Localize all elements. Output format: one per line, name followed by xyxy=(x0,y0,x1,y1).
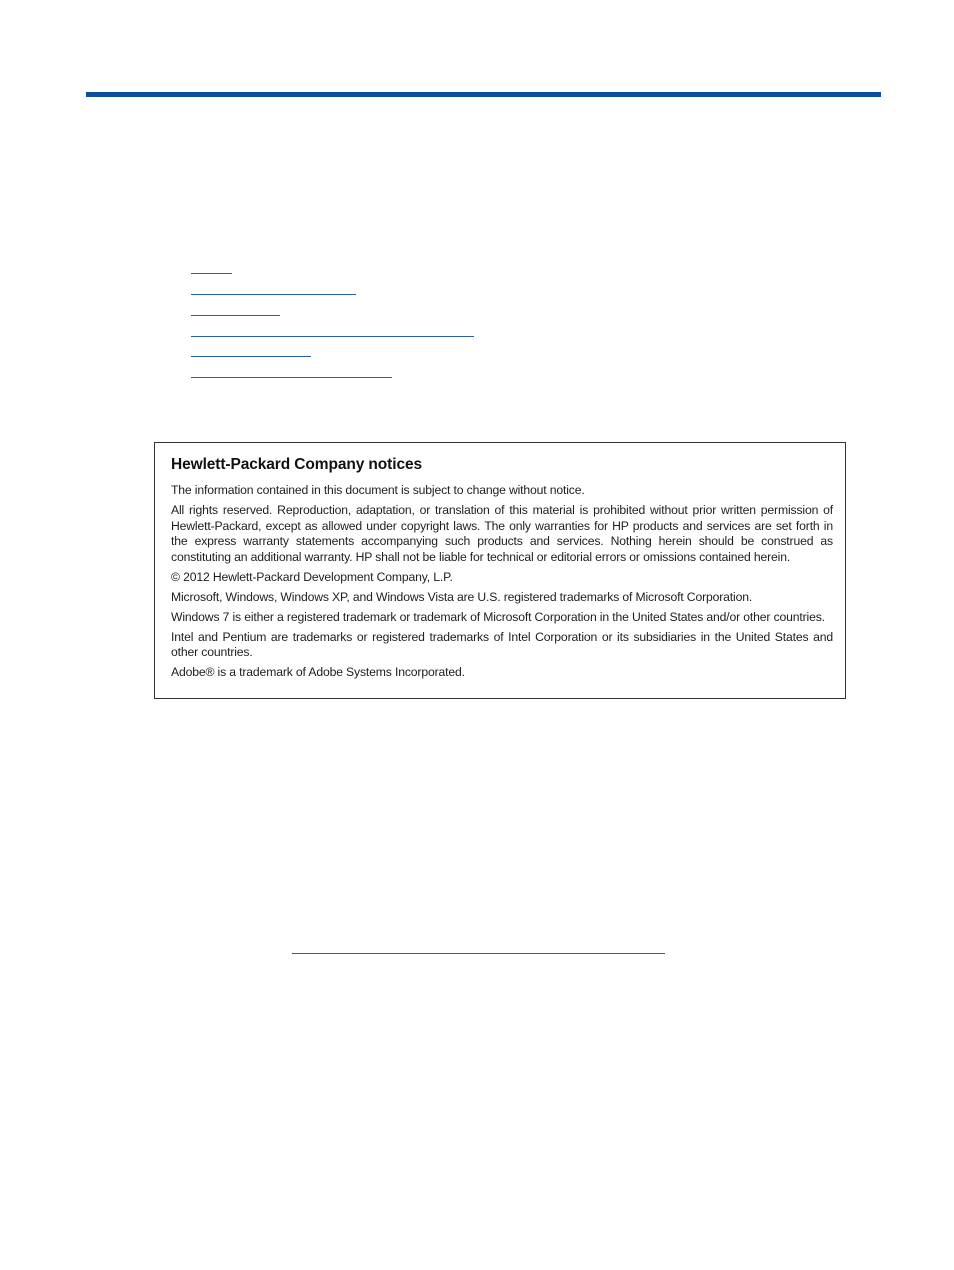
bottom-link[interactable] xyxy=(292,953,665,954)
notice-paragraph-change: The information contained in this document is subject to change without notice. xyxy=(171,483,585,497)
toc-link-1[interactable] xyxy=(191,273,232,274)
notice-paragraph-rights: All rights reserved. Reproduction, adaptation, or translation of this material is prohibited without prior written permission of Hewlett-Packard, except as allowed under copyright laws. The only warranties for HP products and services are set forth in the express warranty statements accompanying such products and services. Nothing herein should be construed as constituting an additional warranty. HP shall not be liable for technical or editorial errors or omissions contained herein. xyxy=(171,502,833,564)
notice-paragraph-adobe: Adobe® is a trademark of Adobe Systems Incorporated. xyxy=(171,665,465,680)
notice-paragraph-intel: Intel and Pentium are trademarks or registered trademarks of Intel Corporation or its subsidiaries in the United States and other countries. xyxy=(171,629,833,660)
toc-link-5[interactable] xyxy=(191,356,311,357)
header-rule xyxy=(86,92,881,97)
toc-link-4[interactable] xyxy=(191,336,474,337)
notice-paragraph-copyright: © 2012 Hewlett-Packard Development Company, L.P. xyxy=(171,569,453,584)
notice-title: Hewlett-Packard Company notices xyxy=(171,456,423,473)
toc-link-2[interactable] xyxy=(191,294,356,295)
notice-paragraph-microsoft: Microsoft, Windows, Windows XP, and Windows Vista are U.S. registered trademarks of Microsoft Corporation. xyxy=(171,589,753,604)
toc-link-6[interactable] xyxy=(191,377,392,378)
notice-paragraph-windows7: Windows 7 is either a registered trademark or trademark of Microsoft Corporation in the United States and/or other countries. xyxy=(171,609,825,624)
toc-link-3[interactable] xyxy=(191,315,280,316)
notice-box xyxy=(154,442,846,699)
